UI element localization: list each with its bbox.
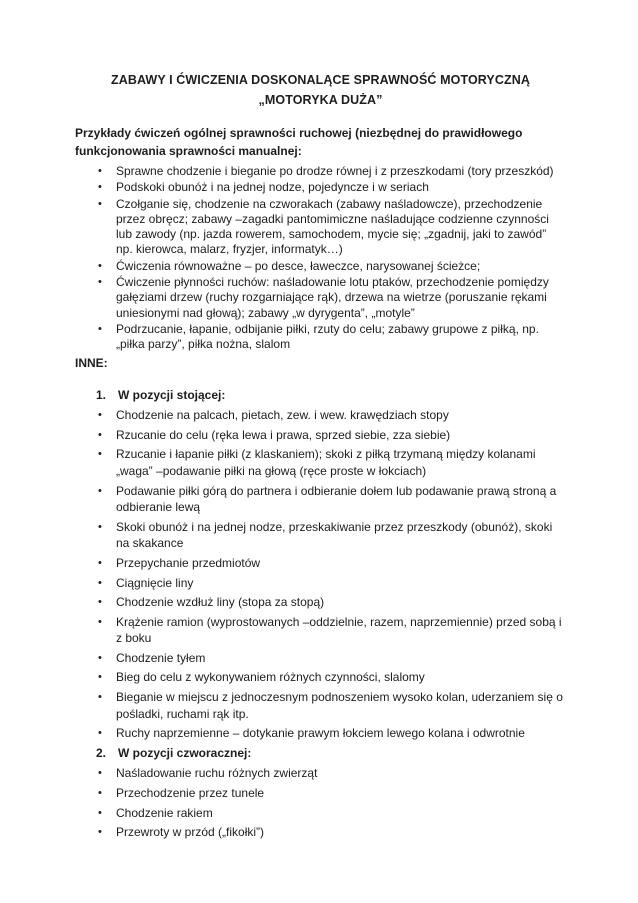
- general-exercises-list: [75, 164, 566, 353]
- list-item-text: Przechodzenie przez tunele: [116, 786, 265, 801]
- bullet-icon: •: [98, 428, 102, 441]
- list-item-text: Sprawne chodzenie i bieganie po drodze równej i z przeszkodami (tory przeszkód): [116, 164, 554, 178]
- list-item-text: Podskoki obunóż i na jednej nodze, pojedyncze i w seriach: [116, 180, 429, 195]
- section-title: W pozycji stojącej:: [118, 387, 226, 402]
- list-item: [75, 259, 566, 274]
- list-item-text: Przepychanie przedmiotów: [116, 555, 261, 570]
- list-item-text: Podawanie piłki górą do partnera i odbieranie dołem lub podawanie prawą stroną a odbieranie lewą: [116, 483, 557, 515]
- list-item: [75, 765, 566, 782]
- bullet-icon: •: [98, 576, 102, 589]
- list-item: [75, 594, 566, 611]
- list-item: [75, 824, 566, 841]
- list-item: [75, 805, 566, 822]
- section-number: 1.: [96, 387, 107, 402]
- list-item: [75, 180, 566, 195]
- bullet-icon: •: [98, 520, 102, 533]
- bullet-icon: •: [98, 165, 102, 177]
- standing-position-list: [75, 407, 566, 742]
- list-item: [75, 483, 566, 516]
- bullet-icon: •: [98, 409, 102, 422]
- intro-paragraph: Przykłady ćwiczeń ogólnej sprawności ruchowej (niezbędnej do prawidłowego funkcjonowania sprawności manualnej:: [75, 126, 523, 158]
- list-item: [75, 650, 566, 667]
- section-title: W pozycji czworacznej:: [118, 745, 252, 760]
- list-item: [75, 519, 566, 552]
- list-item-text: Skoki obunóż i na jednej nodze, przeskakiwanie przez przeszkody (obunóż), skoki na skakance: [116, 519, 553, 551]
- list-item-text: Bieg do celu z wykonywaniem różnych czynności, slalomy: [116, 670, 425, 685]
- list-item-text: Rzucanie do celu (ręka lewa i prawa, sprzed siebie, zza siebie): [116, 427, 451, 442]
- bullet-icon: •: [98, 787, 102, 800]
- list-item-text: Bieganie w miejscu z jednoczesnym podnoszeniem wysoko kolan, uderzaniem się o pośladki, ruchami rąk itp.: [116, 690, 563, 721]
- bullet-icon: •: [98, 767, 102, 780]
- bullet-icon: •: [98, 691, 102, 704]
- list-item: [75, 164, 566, 179]
- list-item: [75, 689, 566, 722]
- bullet-icon: •: [98, 671, 102, 684]
- list-item: [75, 785, 566, 802]
- list-item: [75, 446, 566, 479]
- bullet-icon: •: [98, 276, 102, 289]
- bullet-icon: •: [98, 727, 102, 740]
- list-item: [75, 275, 566, 321]
- bullet-icon: •: [98, 181, 102, 194]
- bullet-icon: •: [98, 322, 102, 335]
- inne-heading: INNE:: [75, 355, 108, 370]
- bullet-icon: •: [98, 556, 102, 569]
- title-line-1: ZABAWY I ĆWICZENIA DOSKONALĄCE SPRAWNOŚĆ MOTORYCZNĄ: [111, 73, 530, 87]
- document-title: [75, 70, 566, 110]
- list-item-text: Krążenie ramion (wyprostowanych –oddzielnie, razem, naprzemiennie) przed sobą i z boku: [116, 614, 562, 646]
- list-item: [75, 669, 566, 686]
- list-item-text: Ćwiczenia równoważne – po desce, ławeczce, narysowanej ścieżce;: [116, 258, 481, 273]
- bullet-icon: •: [98, 806, 102, 819]
- section-heading-quadruped: [96, 745, 566, 762]
- list-item: [75, 614, 566, 647]
- list-item-text: Chodzenie na palcach, pietach, zew. i wew. krawędziach stopy: [116, 408, 449, 423]
- bullet-icon: •: [98, 259, 102, 272]
- section-quadruped-position: [75, 745, 566, 841]
- list-item-text: Ćwiczenie płynności ruchów: naśladowanie lotu ptaków, przechodzenie pomiędzy gałęziami drzew (ruchy rozgarniające rąk), drzewa na wietrze (poruszanie rękami uniesionymi nad głową); zabawy „w dyrygenta”, „motyle”: [116, 275, 549, 320]
- list-item: [75, 407, 566, 424]
- list-item: [75, 575, 566, 592]
- list-item-text: Czołganie się, chodzenie na czworakach (zabawy naśladowcze), przechodzenie przez obręcz; zabawy –zagadki pantomimiczne naśladujące codzienne czynności lub zawody (np. jazda rowerem, samochodem, mycie się; „zgadnij, jaki to zawód” np. kierowca, malarz, fryzjer, informatyk…): [116, 196, 549, 257]
- title-line-2: „MOTORYKA DUŻA”: [258, 93, 383, 107]
- list-item-text: Przewroty w przód („fikołki”): [116, 825, 265, 840]
- bullet-icon: •: [98, 484, 102, 497]
- list-item: [75, 322, 566, 353]
- bullet-icon: •: [98, 651, 102, 664]
- list-item: [75, 555, 566, 572]
- list-item-text: Naśladowanie ruchu różnych zwierząt: [116, 766, 318, 781]
- section-number: 2.: [96, 745, 107, 760]
- section-standing-position: [75, 387, 566, 742]
- bullet-icon: •: [98, 615, 102, 628]
- list-item-text: Chodzenie wzdłuż liny (stopa za stopą): [116, 595, 325, 610]
- list-item-text: Podrzucanie, łapanie, odbijanie piłki, rzuty do celu; zabawy grupowe z piłką, np. „piłka parzy”, piłka nożna, slalom: [116, 321, 539, 352]
- bullet-icon: •: [98, 197, 102, 210]
- list-item: [75, 197, 566, 258]
- list-item-text: Ciągnięcie liny: [116, 575, 194, 590]
- section-heading-standing: [96, 387, 566, 404]
- bullet-icon: •: [98, 596, 102, 609]
- list-item-text: Rzucanie i łapanie piłki (z klaskaniem); skoki z piłką trzymaną między kolanami „waga” –podawanie piłki na głową (ręce proste w łokciach): [116, 447, 536, 478]
- list-item-text: Chodzenie tyłem: [116, 650, 206, 665]
- bullet-icon: •: [98, 448, 102, 461]
- list-item-text: Chodzenie rakiem: [116, 805, 213, 820]
- bullet-icon: •: [98, 826, 102, 839]
- list-item: [75, 427, 566, 444]
- list-item-text: Ruchy naprzemienne – dotykanie prawym łokciem lewego kolana i odwrotnie: [116, 726, 525, 741]
- list-item: [75, 725, 566, 742]
- quadruped-position-list: [75, 765, 566, 840]
